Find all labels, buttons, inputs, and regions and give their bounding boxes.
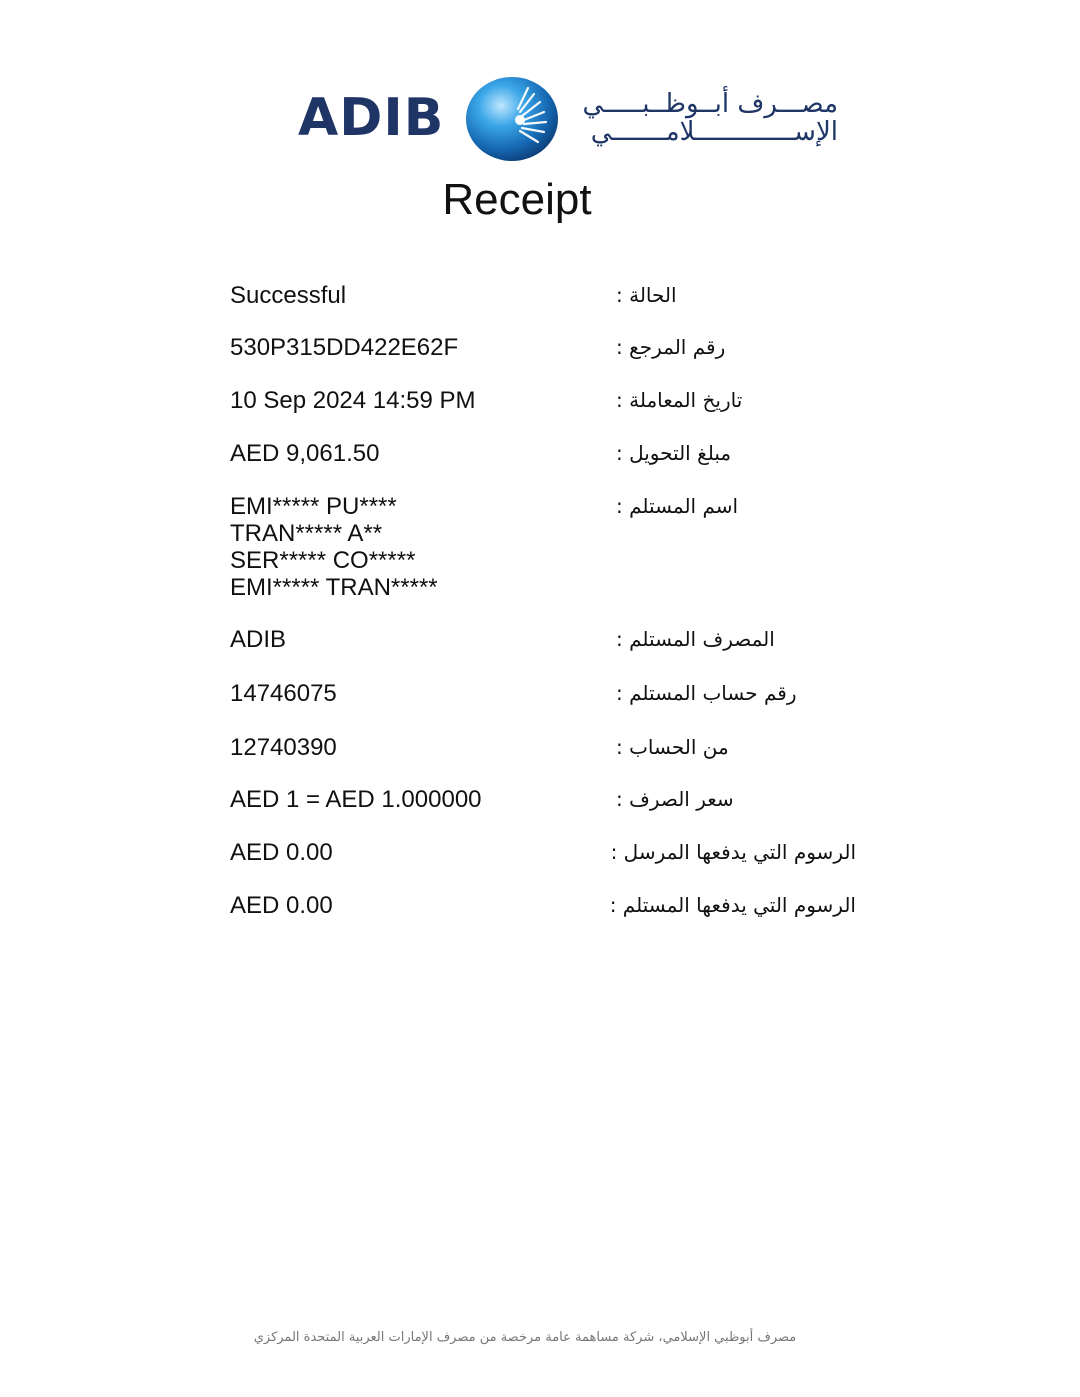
beneficiary-bank-value: ADIB bbox=[230, 626, 287, 653]
logo-arabic-line1: مصـــرف أبــوظــبـــــي bbox=[582, 89, 838, 119]
beneficiary-account-value: 14746075 bbox=[230, 680, 337, 707]
footer-disclaimer: مصرف أبوظبي الإسلامي، شركة مساهمة عامة مرخصة من مصرف الإمارات العربية المتحدة المركزي bbox=[253, 1330, 797, 1345]
adib-logo bbox=[298, 74, 838, 164]
exchange-rate-value: AED 1 = AED 1.000000 bbox=[230, 786, 482, 813]
reference-value: 530P315DD422E62F bbox=[230, 334, 459, 361]
logo-arabic-line2: الإســـــــــــــلامـــــــي bbox=[590, 117, 838, 147]
globe-icon bbox=[464, 76, 560, 162]
transfer-amount-value: AED 9,061.50 bbox=[230, 440, 380, 467]
status-label: الحالة : bbox=[616, 283, 677, 307]
logo-wordmark-latin: ADIB bbox=[298, 88, 445, 148]
page-title: Receipt bbox=[442, 175, 592, 224]
transaction-date-label: تاريخ المعاملة : bbox=[616, 388, 743, 412]
status-value: Successful bbox=[230, 282, 347, 309]
transfer-amount-label: مبلغ التحويل : bbox=[616, 441, 732, 465]
reference-label: رقم المرجع : bbox=[616, 335, 726, 359]
beneficiary-name-value: EMI***** PU**** TRAN***** A** SER***** CO***** EMI***** TRAN***** bbox=[230, 493, 438, 601]
from-account-label: من الحساب : bbox=[616, 735, 729, 759]
beneficiary-bank-label: المصرف المستلم : bbox=[616, 627, 775, 651]
sender-fees-label: الرسوم التي يدفعها المرسل : bbox=[610, 840, 856, 864]
from-account-value: 12740390 bbox=[230, 734, 337, 761]
beneficiary-fees-value: AED 0.00 bbox=[230, 892, 333, 919]
beneficiary-account-label: رقم حساب المستلم : bbox=[616, 681, 797, 705]
transaction-date-value: 10 Sep 2024 14:59 PM bbox=[230, 387, 476, 414]
exchange-rate-label: سعر الصرف : bbox=[616, 787, 734, 811]
beneficiary-name-label: اسم المستلم : bbox=[616, 494, 739, 518]
sender-fees-value: AED 0.00 bbox=[230, 839, 333, 866]
beneficiary-fees-label: الرسوم التي يدفعها المستلم : bbox=[609, 893, 856, 917]
logo-wordmark-arabic bbox=[580, 90, 838, 146]
